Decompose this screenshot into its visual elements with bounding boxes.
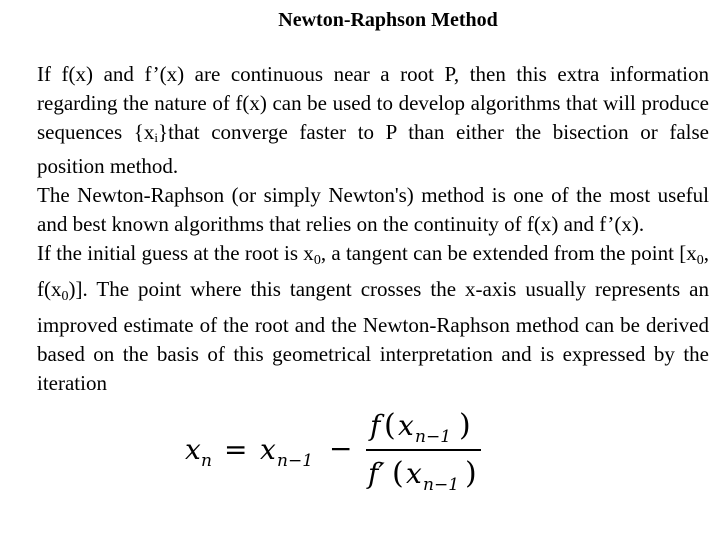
newton-iteration-formula [180,405,500,505]
formula-numerator-sub: n−1 [415,427,452,447]
formula-denominator-lparen: ( [392,456,404,491]
formula-numerator-lparen: ( [384,408,396,443]
subscript-0-a: 0 [313,253,321,268]
paragraph-tangent-text-3: , f(x [37,241,709,301]
paragraph-newton-description: The Newton-Raphson (or simply Newton's) method is one of the most useful and best known algorithms that relies on the continuity of f(x) and f’(x). [37,183,709,236]
subscript-i: i [154,130,158,145]
formula-denominator-x: x [406,457,422,490]
slide-title: Newton-Raphson Method [278,9,498,31]
formula-minus: − [329,432,353,465]
paragraph-intro-text: If f(x) and f’(x) are continuous near a root P, then this extra information regarding the nature of f(x) can be used to develop algorithms that will produce sequences {x [37,62,709,144]
formula-denominator-sub: n−1 [423,475,460,495]
formula-lhs-x: x [185,433,201,466]
formula-rhs-sub: n−1 [277,451,314,471]
formula-lhs-sub: n [201,451,212,471]
formula-denominator-rparen: ) [465,456,477,491]
formula-denominator-fprime: f′ [368,457,385,490]
formula-svg [180,405,500,505]
paragraph-tangent-derivation [37,239,709,398]
paragraph-tangent-text-2: , a tangent can be extended from the point [x [320,241,697,265]
paragraph-tangent-text-1: If the initial guess at the root is x [37,241,314,265]
formula-numerator-f: f [370,409,381,442]
body-text [37,60,709,398]
formula-numerator-x: x [398,409,414,442]
subscript-0-c: 0 [61,289,69,304]
paragraph-intro-text-end: }that converge faster to P than either the bisection or false position method. [37,120,709,178]
paragraph-tangent-text-4: )]. The point where this tangent crosses the x-axis usually represents an improved estimate of the root and the Newton-Raphson method can be derived based on the basis of this geometrical interpretation and is expressed by the iteration [37,277,709,395]
formula-equals: = [224,433,248,466]
subscript-0-b: 0 [696,253,704,268]
formula-numerator-rparen: ) [459,408,471,443]
paragraph-intro [37,60,709,181]
formula-rhs-x: x [260,433,276,466]
